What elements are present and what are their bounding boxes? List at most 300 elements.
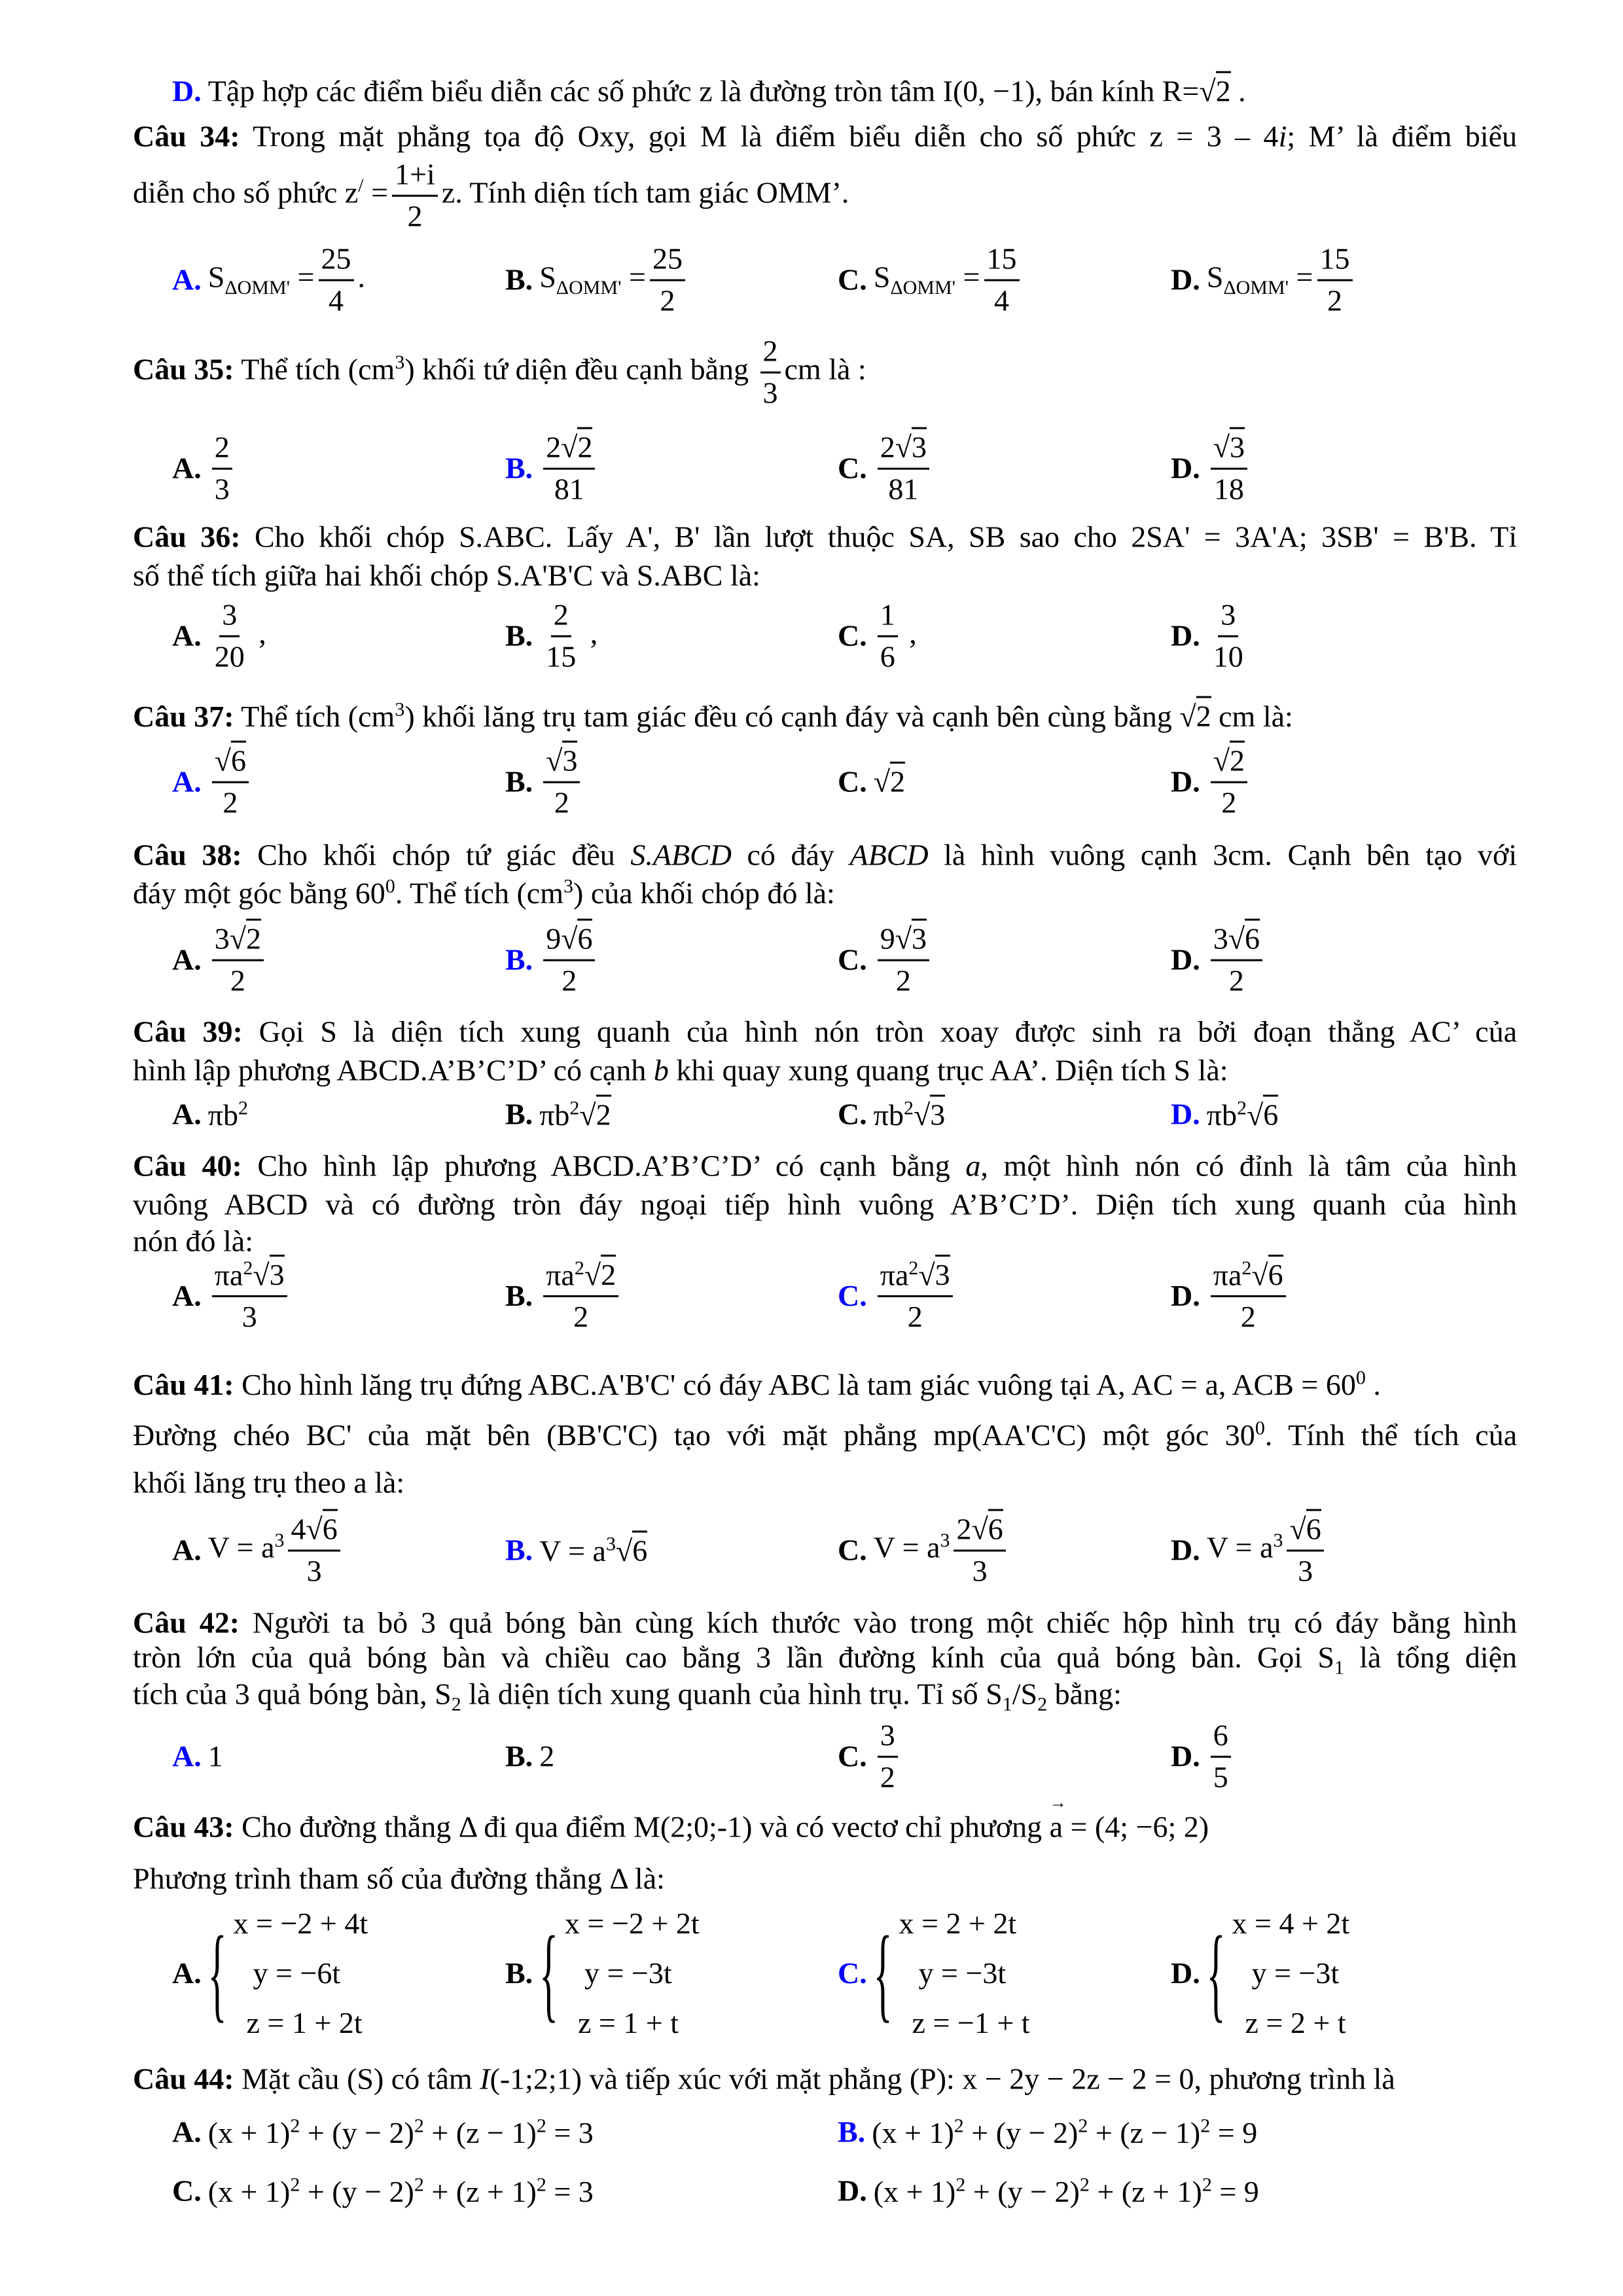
text: 25 [321, 242, 351, 276]
subscript: 1 [1002, 1693, 1012, 1715]
text: 5 [1213, 1760, 1228, 1794]
radicand: 2 [1230, 741, 1245, 778]
radical-sign-icon: √ [584, 1258, 601, 1292]
text: 3 [972, 1554, 988, 1588]
text: có đáy [731, 838, 850, 872]
radicand: 6 [577, 919, 592, 956]
question-stem-line [133, 1225, 1517, 1259]
text: + (z − 1) [423, 2115, 537, 2149]
question-stem-line [133, 1811, 1517, 1844]
answer-option-c[interactable] [838, 1899, 1030, 2048]
answer-option-d[interactable] [1171, 1899, 1349, 2048]
radicand: 6 [1268, 1255, 1283, 1291]
option-letter: D. [1171, 619, 1200, 653]
italic-text: a [965, 1149, 981, 1183]
superscript: 2 [1079, 2174, 1090, 2196]
option-letter: B. [505, 1278, 533, 1312]
denominator [559, 961, 579, 999]
text: Phương trình tham số của đường thẳng Δ là: [133, 1861, 665, 1895]
option-content [874, 1257, 957, 1335]
question-stem-line [133, 334, 1517, 411]
fraction [543, 598, 579, 675]
square-root [546, 741, 577, 778]
superscript: 2 [569, 1097, 580, 1119]
superscript: 2 [290, 2174, 300, 2196]
text: , [251, 616, 266, 650]
text: 1 [207, 1739, 223, 1773]
equation-rows [234, 1899, 368, 2048]
option-content [874, 766, 905, 799]
text: = [290, 260, 315, 294]
answer-option-c[interactable] [838, 1719, 902, 1795]
answer-option-d[interactable] [172, 75, 1246, 109]
option-content [539, 1899, 699, 2048]
radicand: 3 [912, 427, 927, 464]
superscript: 2 [1241, 1257, 1252, 1279]
option-letter: D. [172, 74, 202, 108]
option-content [208, 2174, 594, 2209]
fraction [1211, 598, 1246, 675]
subscript: 1 [1334, 1657, 1344, 1679]
option-content [208, 1098, 248, 1132]
superscript: 0 [1355, 1367, 1366, 1389]
answer-option-d[interactable] [1171, 1257, 1290, 1335]
text: số thể tích giữa hai khối chóp S.A'B'C và S.ABC là: [133, 558, 760, 592]
denominator [212, 637, 247, 675]
answer-option-d[interactable] [838, 2174, 1259, 2209]
denominator [543, 637, 579, 675]
answer-option-c[interactable] [172, 2174, 594, 2209]
answer-option-b[interactable] [505, 1098, 611, 1132]
option-content [539, 1257, 622, 1335]
answer-option-d[interactable] [1171, 598, 1250, 675]
radicand: 6 [231, 741, 246, 778]
answer-option-b[interactable] [838, 2115, 1257, 2150]
text: . [357, 260, 365, 294]
option-letter: A. [172, 1533, 202, 1567]
answer-option-d[interactable] [1171, 744, 1251, 821]
text: 2 [1228, 963, 1244, 997]
option-letter: A. [172, 764, 202, 798]
square-root [874, 762, 905, 798]
radical-sign-icon: √ [306, 1512, 323, 1546]
superscript: 2 [536, 2174, 546, 2196]
radical-sign-icon: √ [1179, 699, 1196, 733]
answer-option-a[interactable] [172, 1098, 248, 1132]
option-content [539, 1740, 554, 1774]
denominator [1295, 1552, 1315, 1589]
question-stem-line [133, 1641, 1517, 1678]
question-stem-line [133, 2063, 1517, 2096]
superscript: 2 [243, 1257, 253, 1279]
answer-option-c[interactable] [838, 1513, 1010, 1589]
radical-sign-icon: √ [1289, 1512, 1306, 1546]
radicand: 6 [632, 1531, 647, 1568]
text: 2 [762, 334, 778, 368]
denominator [552, 470, 587, 507]
answer-option-a[interactable] [172, 1257, 291, 1335]
fraction [543, 744, 580, 821]
answer-option-a[interactable] [172, 2115, 594, 2150]
question-stem-line [133, 1150, 1517, 1183]
denominator [304, 1552, 325, 1589]
option-letter: C. [838, 942, 867, 977]
left-brace-icon: { [873, 1914, 893, 2032]
answer-option-c[interactable] [838, 598, 917, 675]
text: . [1230, 74, 1246, 108]
radicand: 3 [562, 741, 577, 778]
text: vuông ABCD và có đường tròn đáy ngoại tiếp hình vuông A’B’C’D’. Diện tích xung quanh của hình [133, 1187, 1517, 1221]
option-letter: D. [1171, 451, 1200, 485]
text: + (y − 2) [963, 2115, 1079, 2149]
text: là tổng diện [1344, 1640, 1517, 1674]
answer-option-b[interactable] [505, 242, 689, 319]
option-letter: B. [505, 262, 533, 296]
option-letter: D. [1171, 1097, 1200, 1131]
option-content [539, 598, 597, 675]
fraction [212, 1257, 287, 1335]
radicand: 2 [577, 427, 592, 464]
fraction [212, 431, 232, 507]
equation-rows [899, 1899, 1030, 2048]
answer-option-c[interactable] [838, 1098, 945, 1132]
equation: x = −2 + 2t [565, 1907, 700, 1941]
radicand: 2 [601, 1255, 616, 1291]
question-label: Câu 36: [133, 520, 241, 554]
radical-sign-icon: √ [1213, 430, 1230, 464]
question-stem-line [133, 521, 1517, 554]
radical-sign-icon: √ [918, 1258, 935, 1292]
option-content [208, 1740, 223, 1774]
text: đáy một góc bằng 60 [133, 876, 385, 910]
text: (x + 1) [207, 2174, 291, 2208]
numerator [1218, 598, 1238, 637]
answer-option-b[interactable] [505, 1740, 554, 1774]
denominator [1211, 1758, 1231, 1795]
answer-option-d[interactable] [1171, 1719, 1235, 1795]
option-content [874, 431, 933, 507]
text: (x + 1) [207, 2115, 291, 2149]
text: Thể tích (cm [234, 699, 395, 733]
square-root [561, 427, 592, 464]
fraction [212, 922, 264, 999]
text: Tập hợp các điểm biểu diễn các số phức z là đường tròn tâm I(0, −1), bán kính R= [207, 74, 1200, 108]
text: cm là : [784, 352, 866, 386]
text: S [207, 260, 225, 294]
square-root [918, 1255, 950, 1291]
text: + (y − 2) [300, 2174, 414, 2208]
option-letter: A. [172, 451, 202, 485]
answer-option-d[interactable] [1171, 1098, 1278, 1132]
option-letter: C. [838, 1533, 867, 1567]
answer-option-a[interactable] [172, 744, 253, 821]
question-label: Câu 38: [133, 838, 242, 872]
radical-sign-icon: √ [895, 922, 912, 956]
fraction [1211, 1719, 1231, 1795]
answer-option-b[interactable] [505, 1899, 700, 2048]
text: 3 [880, 1718, 895, 1752]
text: 2 [407, 199, 423, 233]
text: πa [546, 1258, 575, 1292]
option-letter: D. [1171, 1739, 1200, 1773]
option-letter: B. [505, 1097, 533, 1131]
denominator [905, 1297, 925, 1335]
option-content [1207, 744, 1251, 821]
equation: z = 1 + 2t [246, 2005, 363, 2039]
superscript: 3 [395, 351, 405, 374]
option-letter: A. [172, 262, 202, 296]
denominator [228, 961, 248, 999]
answer-option-b[interactable] [505, 431, 599, 507]
text: Cho đường thẳng Δ đi qua điểm M(2;0;-1) và có vectơ chỉ phương [234, 1810, 1050, 1844]
superscript: 3 [1273, 1530, 1283, 1552]
square-root [1213, 427, 1245, 464]
answer-option-a[interactable] [172, 431, 236, 507]
answer-option-b[interactable] [505, 744, 584, 821]
answer-option-c[interactable] [838, 922, 933, 999]
equation-rows [565, 1899, 700, 2048]
text: 4 [291, 1512, 306, 1546]
option-content [539, 1534, 647, 1568]
option-content [874, 1719, 902, 1795]
square-root [1247, 1095, 1278, 1132]
answer-option-a[interactable] [172, 242, 365, 319]
numerator [551, 598, 571, 637]
radical-sign-icon: √ [579, 1098, 596, 1132]
numerator [1211, 922, 1262, 961]
option-letter: B. [505, 619, 533, 653]
option-content [208, 922, 268, 999]
fraction [1211, 1257, 1286, 1335]
question-stem-line [133, 560, 1517, 593]
radicand: 6 [323, 1509, 338, 1546]
square-root [895, 919, 927, 956]
subscript: 2 [1037, 1693, 1048, 1715]
text: 2 [214, 430, 230, 464]
superscript: 0 [1255, 1417, 1265, 1439]
text: + (z + 1) [423, 2174, 537, 2208]
question-stem-line [133, 1054, 1517, 1088]
answer-option-d[interactable] [1171, 242, 1357, 319]
superscript: 3 [274, 1530, 285, 1552]
square-root [1179, 696, 1211, 733]
text: S [873, 260, 891, 294]
text: 18 [1213, 472, 1244, 506]
text: 9 [880, 922, 895, 956]
denominator [240, 1297, 260, 1335]
text: Người ta bỏ 3 quả bóng bàn cùng kích thước vào trong một chiếc hộp hình trụ có đáy bằng hình [240, 1605, 1518, 1640]
answer-option-b[interactable] [505, 598, 597, 675]
square-root [914, 1095, 945, 1132]
option-letter: D. [1171, 1956, 1200, 1990]
numerator [1287, 1513, 1323, 1552]
subscript: ΔOMM' [556, 276, 622, 298]
question-stem-line [133, 120, 1517, 154]
radical-sign-icon: √ [1199, 74, 1216, 108]
superscript: 3 [605, 1533, 616, 1555]
numerator [878, 922, 929, 961]
option-content [1207, 1098, 1278, 1132]
option-content [208, 598, 266, 675]
superscript: 3 [940, 1530, 950, 1552]
italic-text: S.ABCD [630, 838, 732, 872]
superscript: 3 [563, 875, 573, 897]
superscript: 2 [954, 2115, 964, 2137]
square-root [1213, 741, 1245, 778]
radical-sign-icon: √ [229, 922, 246, 956]
numerator [954, 1513, 1005, 1552]
numerator [543, 744, 580, 783]
numerator [878, 598, 898, 637]
numerator [212, 922, 264, 961]
option-content [539, 922, 599, 999]
equation-system [874, 1899, 1030, 2048]
text: 2 [539, 1739, 555, 1773]
option-content [1207, 598, 1250, 675]
option-letter: C. [838, 1739, 867, 1773]
numerator [878, 1719, 898, 1758]
equation: z = −1 + t [912, 2005, 1030, 2039]
text: 2 [573, 1300, 589, 1334]
text: 2 [223, 785, 238, 819]
radicand: 3 [930, 1095, 945, 1132]
answer-option-a[interactable] [172, 922, 268, 999]
text: , [901, 616, 917, 650]
option-content [874, 598, 917, 675]
text: ) khối tứ diện đều cạnh bằng [404, 352, 757, 386]
option-content [208, 1513, 344, 1589]
answer-option-d[interactable] [1171, 1513, 1328, 1589]
option-letter: A. [172, 1956, 202, 1990]
option-letter: D. [1171, 1533, 1200, 1567]
radicand: 3 [1230, 427, 1245, 464]
radicand: 2 [1196, 696, 1211, 733]
text: 2 [546, 430, 562, 464]
radical-sign-icon: √ [561, 922, 578, 956]
option-letter: C. [838, 619, 867, 653]
equation: x = −2 + 4t [233, 1907, 368, 1941]
text: 2 [1221, 785, 1237, 819]
radical-sign-icon: √ [561, 430, 578, 464]
question-label: Câu 39: [133, 1014, 243, 1049]
option-content [539, 744, 584, 821]
fraction [878, 1719, 898, 1795]
italic-text: b [653, 1053, 669, 1087]
answer-option-b[interactable] [505, 922, 599, 999]
radical-sign-icon: √ [895, 430, 912, 464]
fraction [212, 598, 247, 675]
italic-text: I [480, 2062, 490, 2096]
denominator [1211, 637, 1246, 675]
numerator [1211, 1257, 1286, 1297]
numerator [212, 431, 232, 470]
answer-option-a[interactable] [172, 1740, 223, 1774]
denominator [220, 783, 240, 821]
numerator [1211, 1719, 1231, 1758]
text: 2 [554, 785, 569, 819]
equation: z = 2 + t [1245, 2005, 1346, 2039]
superscript: 2 [903, 1097, 914, 1119]
option-letter: B. [505, 1956, 533, 1990]
text: Cho khối chóp S.ABC. Lấy A', B' lần lượt thuộc SA, SB sao cho 2SA' = 3A'A; 3SB' = B'B. Tỉ [240, 520, 1518, 554]
text: V = a [539, 1534, 606, 1568]
text: 2 [907, 1300, 923, 1334]
option-content [539, 431, 599, 507]
question-stem-line [133, 1677, 1517, 1715]
equation: y = −3t [918, 1956, 1007, 1990]
fraction [650, 242, 685, 319]
answer-option-d[interactable] [1171, 922, 1266, 999]
answer-option-c[interactable] [838, 1257, 957, 1335]
radical-sign-icon: √ [253, 1258, 270, 1292]
option-letter: C. [838, 451, 867, 485]
question-label: Câu 41: [133, 1367, 234, 1401]
denominator [404, 197, 425, 234]
text: 2 [880, 430, 895, 464]
equation-rows [1232, 1899, 1350, 2048]
numerator [1211, 431, 1247, 470]
superscript: 0 [385, 875, 395, 897]
option-content [874, 242, 1024, 319]
answer-option-b[interactable] [505, 1534, 647, 1568]
fraction [543, 431, 595, 507]
text: 10 [1213, 639, 1243, 673]
fraction [878, 922, 929, 999]
text: 3 [1298, 1554, 1313, 1588]
text: 1 [880, 598, 895, 632]
text: 15 [986, 242, 1017, 276]
radical-sign-icon: √ [1213, 744, 1230, 778]
text: là hình vuông cạnh 3cm. Cạnh bên tạo với [928, 838, 1518, 872]
answer-option-c[interactable] [838, 242, 1024, 319]
text: Trong mặt phẳng tọa độ Oxy, gọi M là điểm biểu diễn cho số phức z = 3 – 4 [240, 119, 1279, 153]
text: S [1206, 260, 1224, 294]
answer-option-a[interactable] [172, 1899, 368, 2048]
text: (x + 1) [872, 2115, 954, 2149]
radical-sign-icon: √ [546, 744, 563, 778]
option-content [874, 2174, 1259, 2209]
text: (-1;2;1) và tiếp xúc với mặt phẳng (P): x − 2y − 2z − 2 = 0, phương trình là [490, 2062, 1395, 2096]
text: khi quay xung quang trục AA’. Diện tích S là: [668, 1053, 1228, 1087]
answer-option-c[interactable] [838, 766, 905, 799]
radical-sign-icon: √ [1228, 922, 1245, 956]
answer-option-a[interactable] [172, 598, 266, 675]
question-stem-line [133, 1016, 1517, 1049]
answer-option-a[interactable] [172, 1513, 344, 1589]
question-stem-line [133, 1467, 1517, 1500]
denominator [878, 637, 898, 675]
text: Cho khối chóp tứ giác đều [241, 838, 631, 872]
square-root [1251, 1255, 1283, 1291]
answer-option-c[interactable] [838, 431, 933, 507]
answer-option-b[interactable] [505, 1257, 622, 1335]
text: ) khối lăng trụ tam giác đều có cạnh đáy và cạnh bên cùng bằng [404, 699, 1180, 733]
text: 3 [214, 472, 230, 506]
square-root [1199, 71, 1230, 108]
radicand: 2 [890, 762, 905, 798]
numerator [319, 242, 354, 281]
text: πa [1213, 1258, 1242, 1292]
text: V = a [1206, 1530, 1274, 1564]
option-content [208, 2115, 594, 2150]
text: Đường chéo BC' của mặt bên (BB'C'C) tạo với mặt phẳng mp(AA'C'C) một góc 30 [133, 1418, 1255, 1452]
text: 6 [880, 639, 895, 673]
fraction [954, 1513, 1005, 1589]
radical-sign-icon: √ [214, 744, 231, 778]
left-brace-icon: { [539, 1914, 558, 2032]
answer-option-d[interactable] [1171, 431, 1251, 507]
numerator [212, 744, 249, 783]
